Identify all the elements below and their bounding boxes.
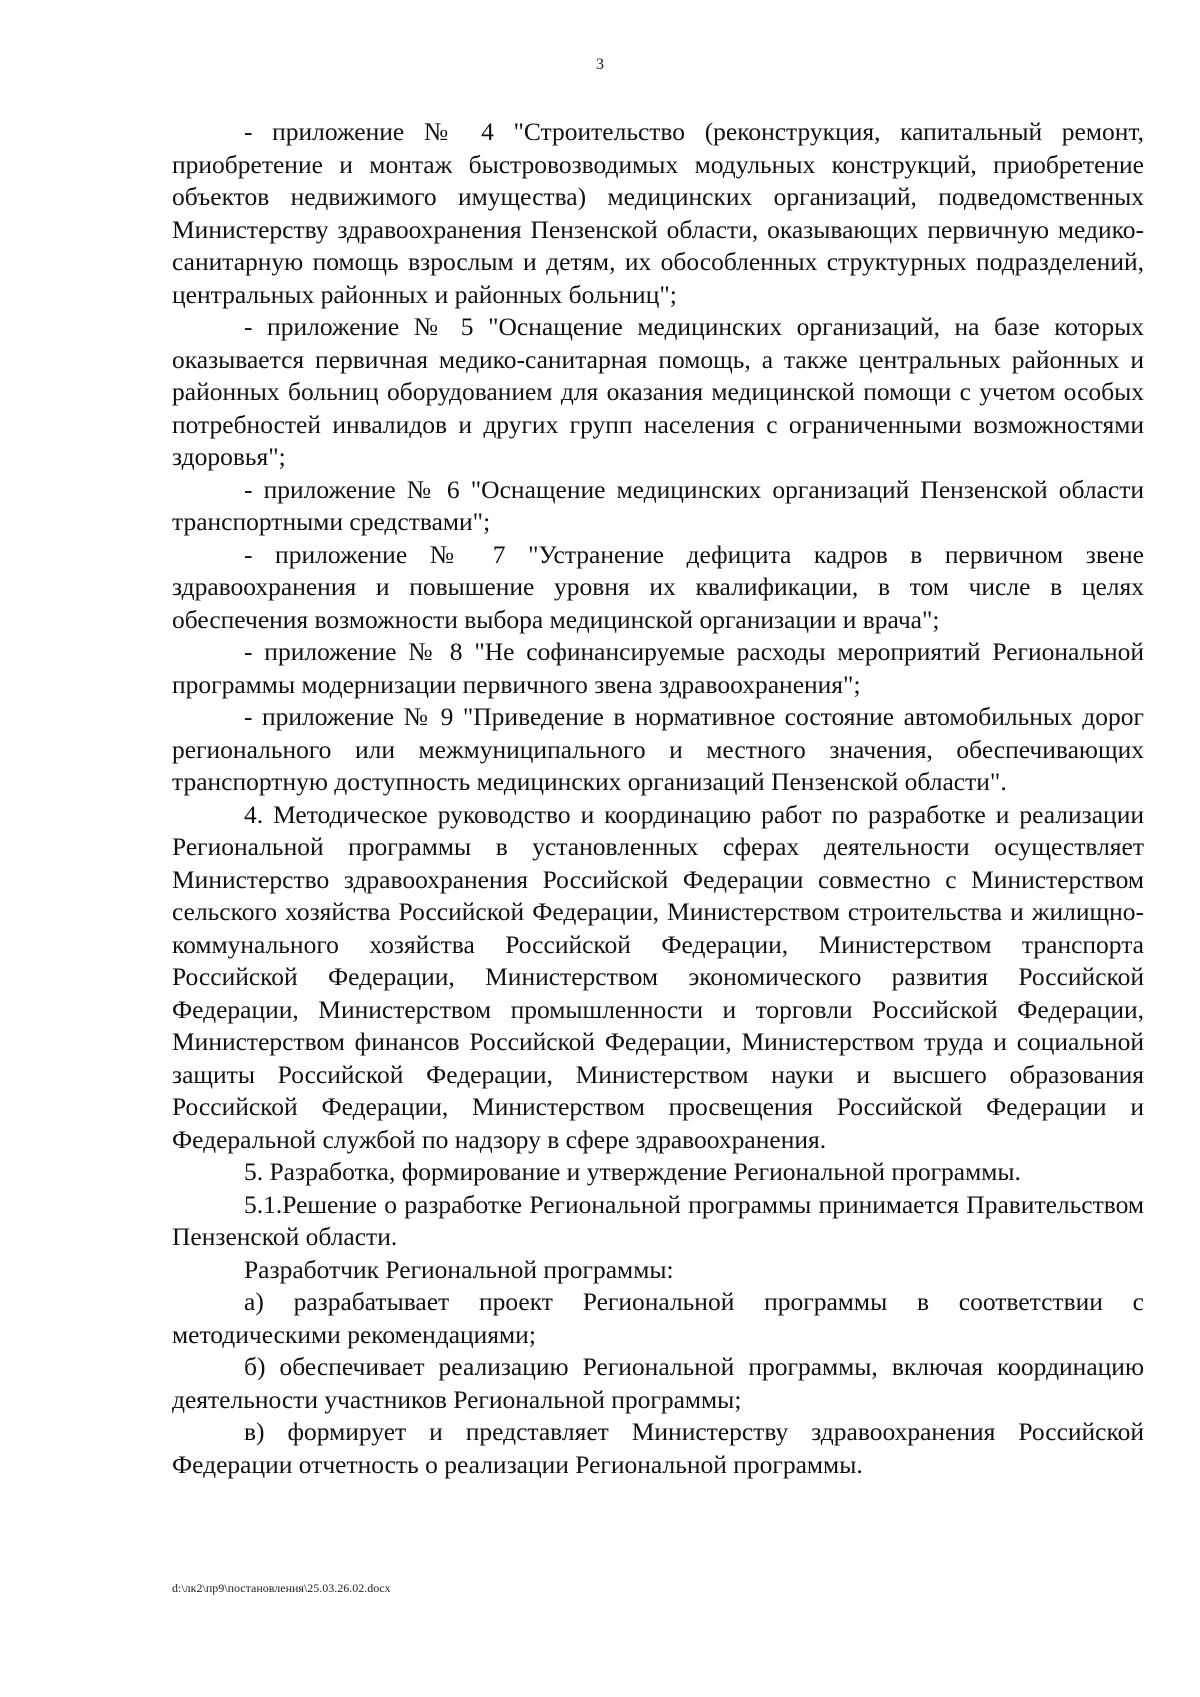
paragraph-item-b: б) обеспечивает реализацию Региональной программы, включая координацию деятельности участников Региональной программы;: [172, 1352, 1144, 1414]
paragraph-developer-intro: Разработчик Региональной программы:: [244, 1254, 674, 1284]
paragraph-appendix-9: - приложение № 9 "Приведение в нормативное состояние автомобильных дорог регионального или межмуниципального и местного значения, обеспечивающих транспортную доступность медицинских организаций Пензенской области".: [172, 702, 1144, 796]
paragraph-item-v: в) формирует и представляет Министерству здравоохранения Российской Федерации отчетность о реализации Региональной программы.: [172, 1417, 1144, 1479]
paragraph-section-5-1: 5.1.Решение о разработке Региональной программы принимается Правительством Пензенской области.: [172, 1189, 1144, 1251]
footer-file-path: d:\лк2\пр9\постановления\25.03.26.02.docx: [172, 1581, 391, 1595]
document-body: [172, 116, 1144, 1481]
paragraph-appendix-5: - приложение № 5 "Оснащение медицинских организаций, на базе которых оказывается первичная медико-санитарная помощь, а также центральных районных и районных больниц оборудованием для оказания медицинской помощи с учетом особых потребностей инвалидов и других групп населения с ограниченными возможностями здоровья";: [172, 312, 1144, 471]
paragraph-section-4: 4. Методическое руководство и координацию работ по разработке и реализации Региональной программы в установленных сферах деятельности осуществляет Министерство здравоохранения Российской Федерации совместно с Министерством сельского хозяйства Российской Федерации, Министерством строительства и жилищно-коммунального хозяйства Российской Федерации, Министерством транспорта Российской Федерации, Министерством экономического развития Российской Федерации, Министерством промышленности и торговли Российской Федерации, Министерством финансов Российской Федерации, Министерством труда и социальной защиты Российской Федерации, Министерством науки и высшего образования Российской Федерации, Министерством просвещения Российской Федерации и Федеральной службой по надзору в сфере здравоохранения.: [172, 799, 1144, 1154]
paragraph-appendix-4: - приложение № 4 "Строительство (реконструкция, капитальный ремонт, приобретение и монтаж быстровозводимых модульных конструкций, приобретение объектов недвижимого имущества) медицинских организаций, подведомственных Министерству здравоохранения Пензенской области, оказывающих первичную медико-санитарную помощь взрослым и детям, их обособленных структурных подразделений, центральных районных и районных больниц";: [172, 117, 1144, 309]
page-number: 3: [596, 56, 604, 73]
paragraph-appendix-6: - приложение № 6 "Оснащение медицинских организаций Пензенской области транспортными средствами";: [172, 474, 1144, 536]
paragraph-item-a: а) разрабатывает проект Региональной программы в соответствии с методическими рекомендациями;: [172, 1287, 1144, 1349]
paragraph-appendix-7: - приложение № 7 "Устранение дефицита кадров в первичном звене здравоохранения и повышение уровня их квалификации, в том числе в целях обеспечения возможности выбора медицинской организации и врача";: [172, 539, 1144, 634]
paragraph-appendix-8: - приложение № 8 "Не софинансируемые расходы мероприятий Региональной программы модернизации первичного звена здравоохранения";: [172, 637, 1144, 699]
paragraph-section-5: 5. Разработка, формирование и утверждение Региональной программы.: [244, 1157, 1021, 1186]
